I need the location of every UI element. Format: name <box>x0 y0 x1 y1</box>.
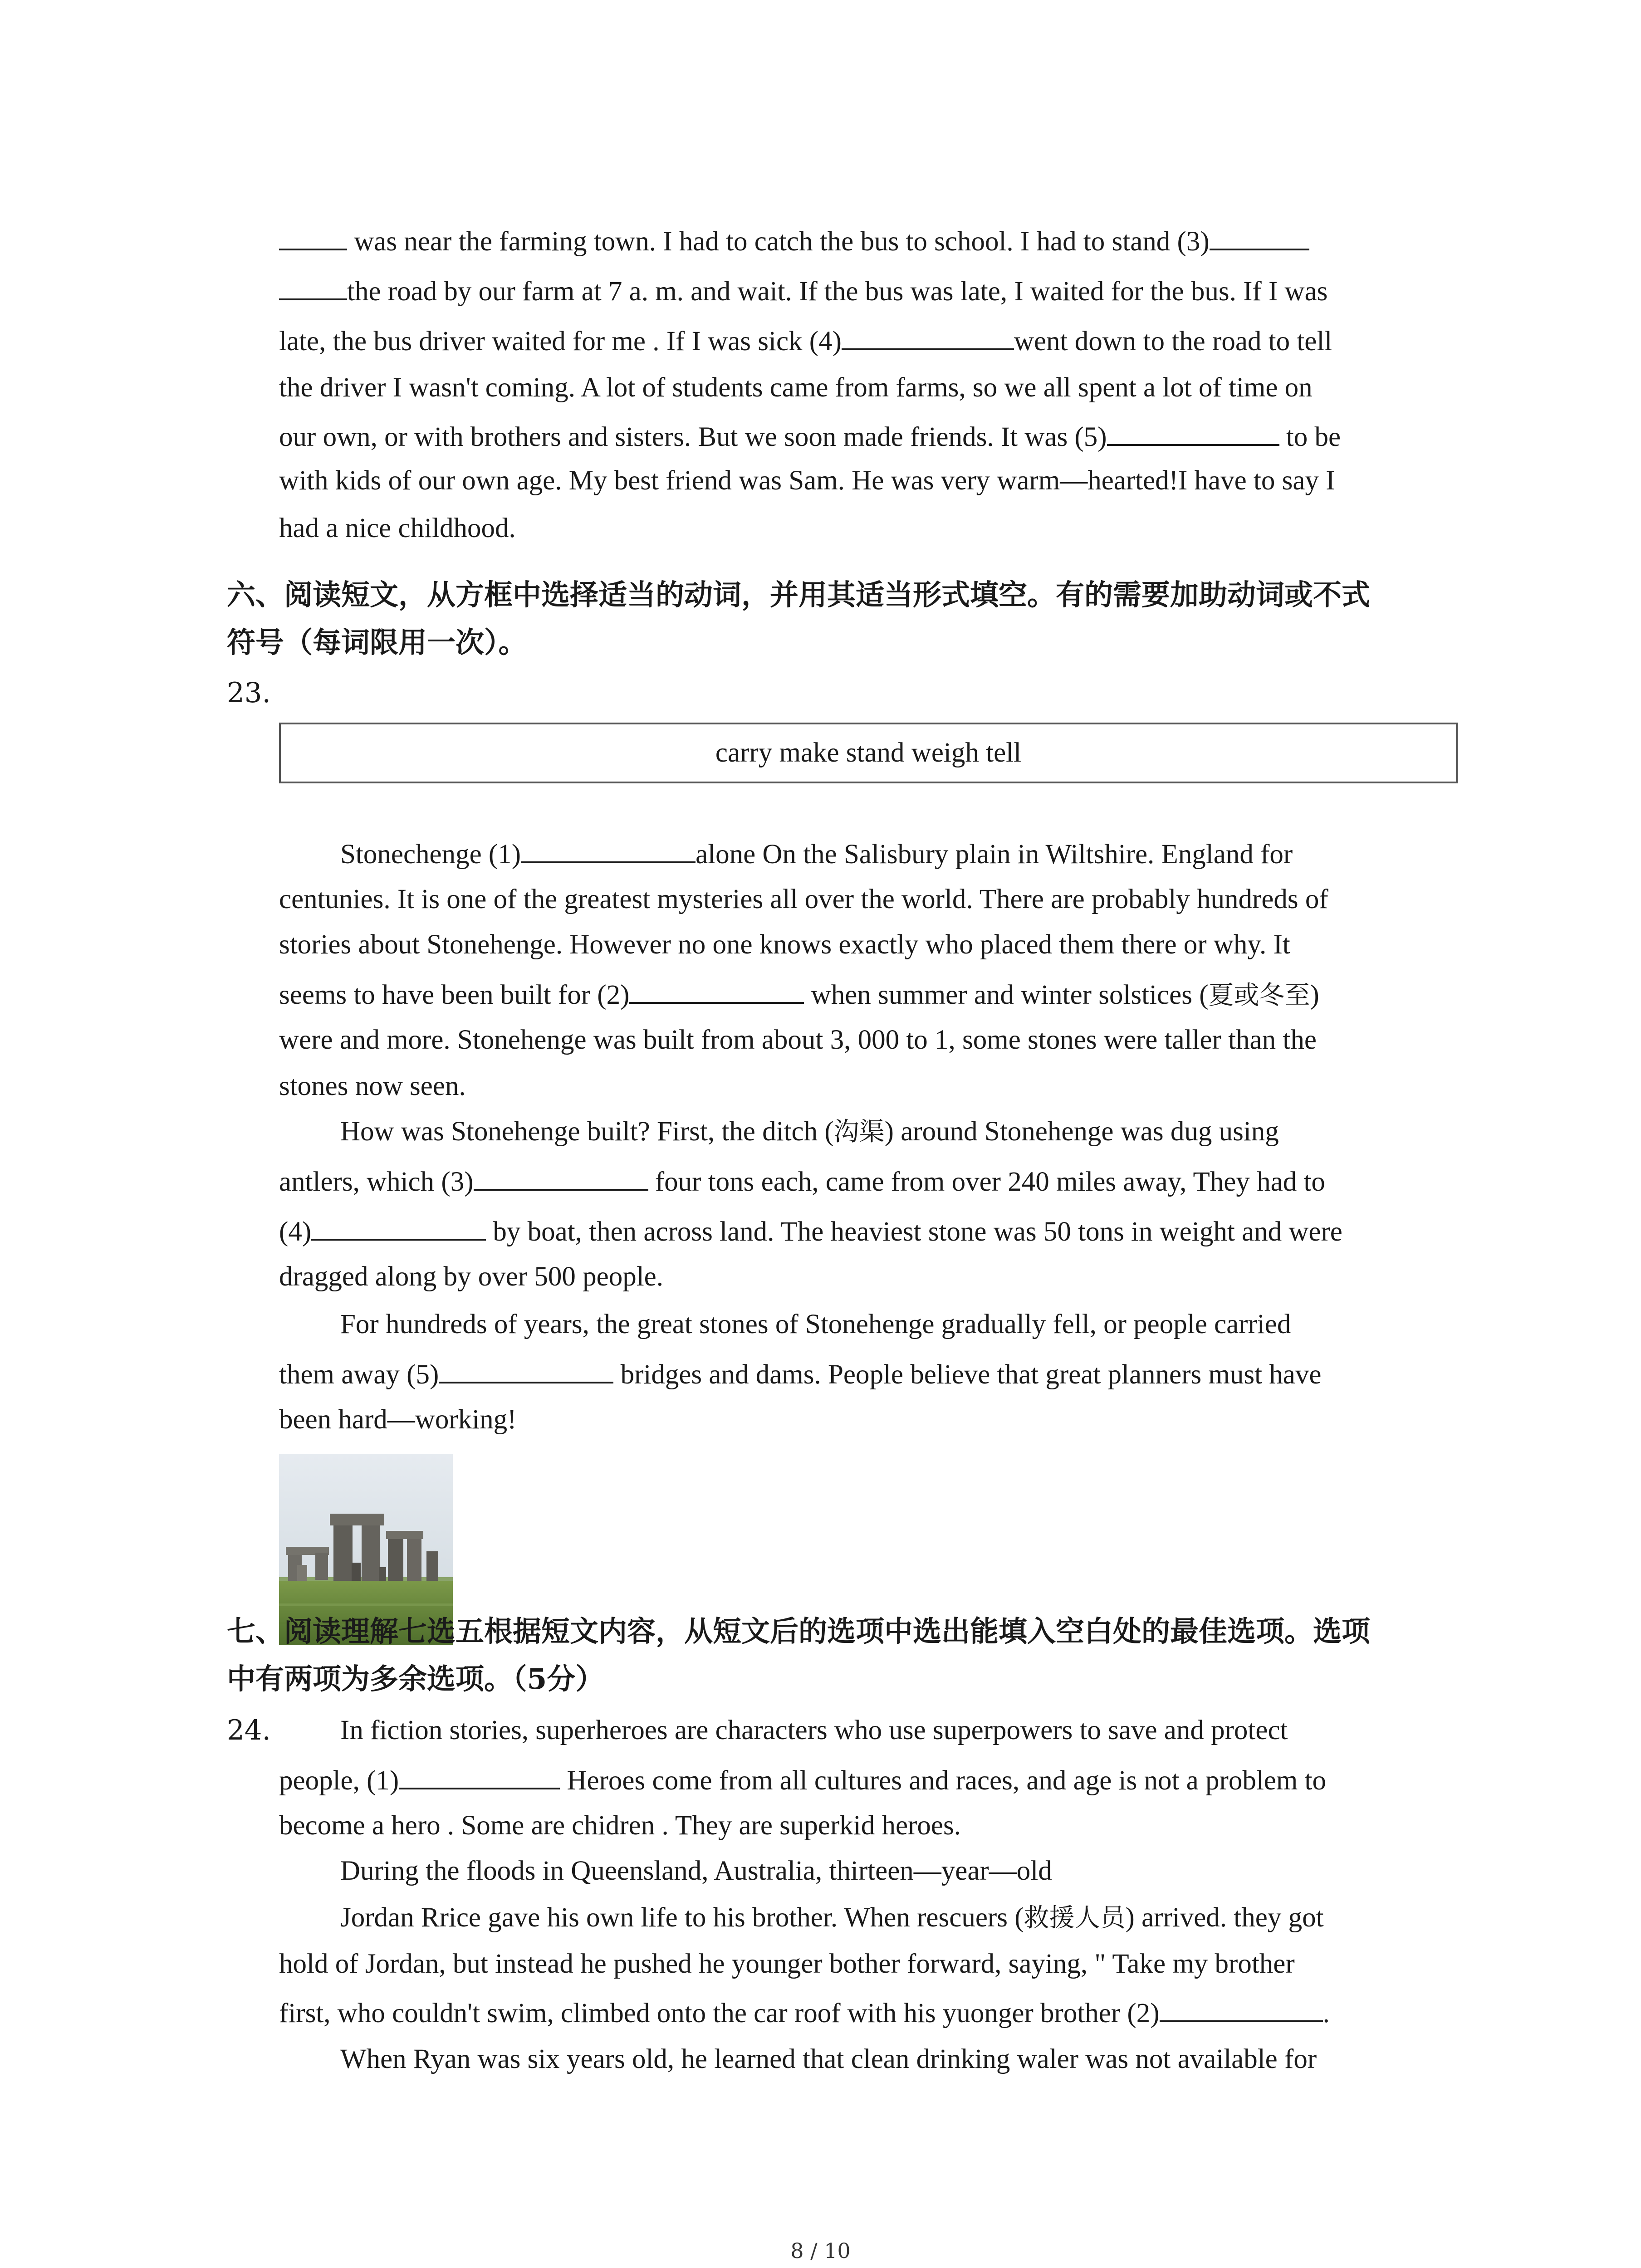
answer-blank-4 <box>842 323 1014 350</box>
answer-blank-3 <box>1210 223 1309 250</box>
passage-line: with kids of our own age. My best friend was Sam. He was very warm—hearted!I have to say I <box>279 465 1335 496</box>
passage-line: stones now seen. <box>279 1071 466 1101</box>
passage-line: During the floods in Queensland, Australia, thirteen—year—old <box>340 1856 1052 1886</box>
passage-line: become a hero . Some are chidren . They are superkid heroes. <box>279 1810 961 1841</box>
passage-line: In fiction stories, superheroes are characters who use superpowers to save and protect <box>340 1715 1288 1745</box>
word-bank-text: carry make stand weigh tell <box>715 738 1022 768</box>
answer-blank-5 <box>439 1356 613 1383</box>
answer-blank-2 <box>1160 1995 1323 2022</box>
page-number: 8 / 10 <box>790 2239 851 2263</box>
passage-line: them away (5) bridges and dams. People believe that great planners must have <box>279 1356 1459 1393</box>
question-number: 23. <box>227 677 271 709</box>
passage-line: first, who couldn't swim, climbed onto the car roof with his yuonger brother (2) . <box>279 1995 1459 2032</box>
passage-line: When Ryan was six years old, he learned that clean drinking waler was not available for <box>340 2044 1317 2074</box>
section-7-heading-cont: 中有两项为多余选项。（5分） <box>227 1662 604 1696</box>
passage-line: was near the farming town. I had to catch the bus to school. I had to stand (3) <box>279 223 1459 260</box>
passage-line: the driver I wasn't coming. A lot of students came from farms, so we all spent a lot of time on <box>279 372 1313 403</box>
passage-line: people, (1) Heroes come from all cultures and races, and age is not a problem to <box>279 1762 1459 1799</box>
passage-line: seems to have been built for (2) when summer and winter solstices (夏或冬至) <box>279 977 1459 1014</box>
answer-blank-4 <box>311 1213 486 1241</box>
question-number: 24. <box>227 1714 271 1746</box>
answer-blank <box>279 223 347 250</box>
answer-blank-5 <box>1107 419 1279 446</box>
section-6-heading: 六、阅读短文，从方框中选择适当的动词，并用其适当形式填空。有的需要加助动词或不式 <box>227 578 1370 611</box>
passage-line: antlers, which (3) four tons each, came from over 240 miles away, They had to <box>279 1163 1459 1200</box>
passage-line: (4) by boat, then across land. The heaviest stone was 50 tons in weight and were <box>279 1213 1459 1250</box>
passage-line: the road by our farm at 7 a. m. and wait. If the bus was late, I waited for the bus. If I was <box>279 273 1459 310</box>
passage-line: stories about Stonehenge. However no one knows exactly who placed them there or why. It <box>279 929 1290 960</box>
answer-blank-2 <box>629 977 804 1004</box>
answer-blank-1 <box>399 1762 560 1789</box>
passage-line: had a nice childhood. <box>279 513 516 543</box>
section-7-heading: 七、阅读理解七选五根据短文内容，从短文后的选项中选出能填入空白处的最佳选项。选项 <box>227 1614 1370 1648</box>
passage-line: been hard—working! <box>279 1404 517 1435</box>
answer-blank-3 <box>474 1163 648 1191</box>
passage-line: Jordan Rrice gave his own life to his brother. When rescuers (救援人员) arrived. they got <box>340 1902 1324 1933</box>
section-6-heading-cont: 符号（每词限用一次）。 <box>227 626 527 659</box>
word-bank-box <box>279 723 1458 783</box>
passage-line: dragged along by over 500 people. <box>279 1261 663 1292</box>
passage-line: centunies. It is one of the greatest mysteries all over the world. There are probably hundreds of <box>279 884 1328 914</box>
passage-line: were and more. Stonehenge was built from about 3, 000 to 1, some stones were taller than the <box>279 1025 1317 1055</box>
passage-line: How was Stonehenge built? First, the ditch (沟渠) around Stonehenge was dug using <box>340 1116 1279 1147</box>
answer-blank-1 <box>521 836 696 863</box>
passage-line: our own, or with brothers and sisters. But we soon made friends. It was (5) to be <box>279 419 1459 455</box>
passage-line: late, the bus driver waited for me . If I was sick (4) went down to the road to tell <box>279 323 1459 360</box>
passage-line: hold of Jordan, but instead he pushed he younger bother forward, saying, " Take my brother <box>279 1949 1295 1979</box>
answer-blank <box>279 273 347 300</box>
passage-line: For hundreds of years, the great stones of Stonehenge gradually fell, or people carried <box>340 1309 1291 1339</box>
passage-line: Stonechenge (1) alone On the Salisbury plain in Wiltshire. England for <box>340 836 1520 873</box>
